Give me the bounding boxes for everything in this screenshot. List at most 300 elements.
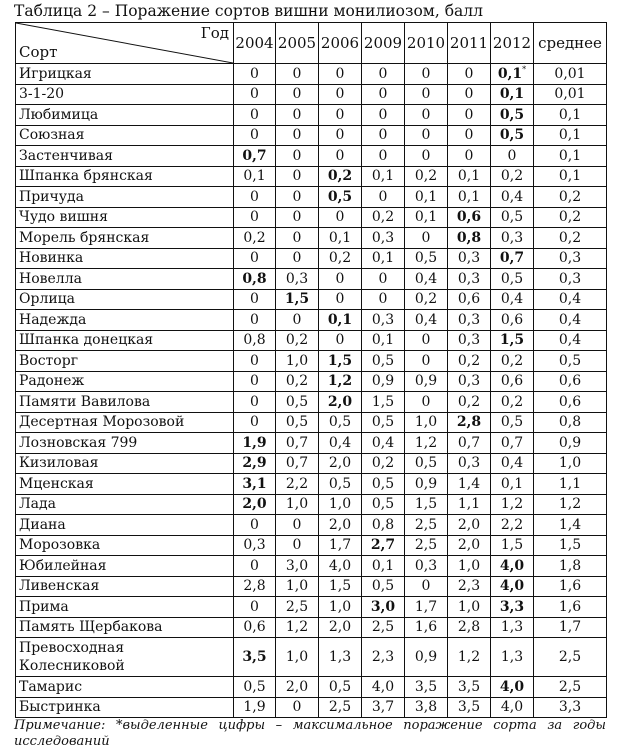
average-cell: 1,2 <box>534 494 607 515</box>
score-cell <box>491 515 534 536</box>
average-cell: 0,8 <box>534 412 607 433</box>
score-cell <box>234 697 276 718</box>
score-value: 0 <box>250 127 259 144</box>
score-value: 0 <box>250 188 259 205</box>
score-cell <box>491 597 534 618</box>
score-value: 1,5 <box>499 332 525 349</box>
average-cell: 0,2 <box>534 228 607 249</box>
score-cell <box>234 310 276 331</box>
score-cell <box>491 228 534 249</box>
score-value: 0 <box>250 516 259 533</box>
average-cell: 0,2 <box>534 207 607 228</box>
score-value: 2,5 <box>371 619 395 636</box>
score-value: 0,6 <box>500 311 524 328</box>
score-cell <box>405 64 448 85</box>
table-row <box>16 351 607 372</box>
score-value: 0 <box>378 291 388 308</box>
average-cell: 0,4 <box>534 310 607 331</box>
score-cell <box>491 105 534 126</box>
table-row <box>16 84 607 105</box>
score-cell <box>319 576 362 597</box>
score-value: 1,1 <box>457 496 481 513</box>
score-value: 0,5 <box>500 414 524 431</box>
score-cell <box>491 84 534 105</box>
score-value: 0 <box>464 147 474 164</box>
score-cell <box>362 84 405 105</box>
variety-name: Десертная Морозовой <box>16 412 234 433</box>
average-cell: 1,8 <box>534 556 607 577</box>
score-value: 1,5 <box>328 578 352 595</box>
score-cell <box>319 392 362 413</box>
score-value: 0,5 <box>285 393 309 410</box>
score-value: 0 <box>507 147 517 164</box>
score-cell <box>276 576 319 597</box>
average-cell: 0,01 <box>534 64 607 85</box>
score-cell <box>319 371 362 392</box>
score-value: 0 <box>464 106 474 123</box>
score-value: 0,3 <box>457 250 481 267</box>
average-cell: 0,1 <box>534 125 607 146</box>
score-value: 0,7 <box>499 250 525 267</box>
score-value: 0,5 <box>500 209 524 226</box>
score-cell <box>362 125 405 146</box>
score-cell <box>405 617 448 638</box>
score-value: 1,7 <box>328 537 352 554</box>
variety-name: Союзная <box>16 125 234 146</box>
score-value: 0,3 <box>414 557 438 574</box>
score-value: 0,5 <box>371 475 395 492</box>
score-value: 0 <box>335 86 345 103</box>
variety-name: Память Щербакова <box>16 617 234 638</box>
score-cell <box>491 697 534 718</box>
score-value: 0 <box>250 106 259 123</box>
score-value: 0,4 <box>371 434 395 451</box>
score-cell <box>234 535 276 556</box>
table-row <box>16 412 607 433</box>
year-header: 2011 <box>448 23 491 64</box>
score-cell <box>319 330 362 351</box>
score-value: 0 <box>378 127 388 144</box>
score-value: 0,2 <box>371 455 395 472</box>
score-cell <box>276 84 319 105</box>
score-cell <box>319 207 362 228</box>
score-value: 0,1 <box>414 209 438 226</box>
score-value: 3,5 <box>457 678 481 695</box>
score-value: 1,3 <box>500 619 524 636</box>
score-value: 4,0 <box>328 557 352 574</box>
score-value: 1,9 <box>242 434 267 451</box>
score-value: 0,1 <box>371 332 395 349</box>
score-cell <box>448 677 491 698</box>
score-cell <box>448 371 491 392</box>
score-value: 0,4 <box>328 434 352 451</box>
score-value: 0 <box>421 127 431 144</box>
average-cell: 2,5 <box>534 638 607 677</box>
score-cell <box>362 412 405 433</box>
variety-name: 3-1-20 <box>16 84 234 105</box>
score-cell <box>276 474 319 495</box>
score-cell <box>319 494 362 515</box>
average-cell: 1,1 <box>534 474 607 495</box>
variety-name: Орлица <box>16 289 234 310</box>
score-cell <box>448 494 491 515</box>
score-value: 0,7 <box>285 434 309 451</box>
score-value: 0,1 <box>243 168 266 185</box>
score-cell <box>362 494 405 515</box>
score-cell <box>276 64 319 85</box>
score-value: 3,5 <box>242 649 267 665</box>
score-cell <box>234 371 276 392</box>
score-value: 1,0 <box>328 598 352 615</box>
variety-name: Шпанка донецкая <box>16 330 234 351</box>
score-cell <box>319 597 362 618</box>
score-value: 0 <box>250 598 259 615</box>
score-cell <box>491 248 534 269</box>
score-value: 0,5 <box>327 188 353 205</box>
variety-name: Диана <box>16 515 234 536</box>
year-header: 2004 <box>234 23 276 64</box>
score-cell <box>319 515 362 536</box>
score-cell <box>276 535 319 556</box>
score-value: 0,2 <box>457 393 481 410</box>
score-value: 2,5 <box>328 699 352 716</box>
variety-name: Памяти Вавилова <box>16 392 234 413</box>
score-cell <box>491 576 534 597</box>
score-value: 0 <box>250 65 259 82</box>
score-value: 0 <box>292 127 302 144</box>
score-cell <box>448 597 491 618</box>
variety-name: Лозновская 799 <box>16 433 234 454</box>
score-cell <box>234 677 276 698</box>
score-value: 0,8 <box>243 332 266 349</box>
score-cell <box>405 412 448 433</box>
score-value: 0,6 <box>500 373 524 390</box>
score-cell <box>448 617 491 638</box>
score-cell <box>362 187 405 208</box>
score-value: 0,2 <box>500 393 524 410</box>
score-cell <box>448 125 491 146</box>
score-value: 1,4 <box>457 475 481 492</box>
score-cell <box>276 105 319 126</box>
score-cell <box>491 289 534 310</box>
score-cell <box>491 310 534 331</box>
average-header: среднее <box>534 23 607 64</box>
score-cell <box>319 248 362 269</box>
score-cell <box>234 228 276 249</box>
score-cell <box>491 412 534 433</box>
score-value: 0,4 <box>414 311 438 328</box>
score-value: 0 <box>421 332 431 349</box>
score-value: 0,3 <box>500 229 524 246</box>
score-cell <box>276 330 319 351</box>
score-cell <box>234 351 276 372</box>
score-value: 2,5 <box>285 598 309 615</box>
average-cell: 1,4 <box>534 515 607 536</box>
score-value: 3,7 <box>371 699 395 716</box>
score-cell <box>319 84 362 105</box>
year-header: 2005 <box>276 23 319 64</box>
average-cell: 0,6 <box>534 392 607 413</box>
score-value: 0,7 <box>285 455 309 472</box>
score-cell <box>319 289 362 310</box>
variety-name: Быстринка <box>16 697 234 718</box>
score-value: 0 <box>421 393 431 410</box>
score-cell <box>276 515 319 536</box>
average-cell: 0,3 <box>534 269 607 290</box>
score-cell <box>448 412 491 433</box>
score-value: 3,3 <box>499 598 525 615</box>
variety-name: Надежда <box>16 310 234 331</box>
score-value: 0,2 <box>500 352 524 369</box>
average-cell: 0,5 <box>534 351 607 372</box>
score-value: 0,4 <box>500 188 524 205</box>
year-header: 2009 <box>362 23 405 64</box>
score-cell <box>276 248 319 269</box>
variety-name: Чудо вишня <box>16 207 234 228</box>
score-value: 0,5 <box>328 475 352 492</box>
average-cell: 1,6 <box>534 576 607 597</box>
score-cell <box>362 105 405 126</box>
score-cell <box>319 535 362 556</box>
score-cell <box>491 351 534 372</box>
score-value: 0,3 <box>371 229 395 246</box>
score-value: 0 <box>250 209 259 226</box>
table-row <box>16 576 607 597</box>
score-cell <box>448 289 491 310</box>
score-cell <box>319 697 362 718</box>
score-value: 0 <box>250 86 259 103</box>
score-cell <box>491 535 534 556</box>
score-cell <box>276 494 319 515</box>
score-cell <box>319 146 362 167</box>
score-value: 0 <box>292 699 302 716</box>
average-cell: 1,7 <box>534 617 607 638</box>
average-cell: 0,3 <box>534 248 607 269</box>
score-value: 0 <box>250 557 259 574</box>
score-value: 0 <box>378 270 388 287</box>
score-value: 1,5 <box>414 496 438 513</box>
score-value: 0 <box>421 352 431 369</box>
variety-name: Превосходная Колесниковой <box>16 638 234 677</box>
score-cell <box>405 392 448 413</box>
average-cell: 3,3 <box>534 697 607 718</box>
score-value: 1,3 <box>500 649 524 665</box>
score-value: 0 <box>335 270 345 287</box>
score-cell <box>234 248 276 269</box>
score-value: 2,0 <box>457 537 481 554</box>
variety-name: Игрицкая <box>16 64 234 85</box>
score-value: 0 <box>292 168 302 185</box>
score-value: 3,1 <box>242 475 267 492</box>
score-value: 0,7 <box>457 434 481 451</box>
table-row <box>16 617 607 638</box>
score-value: 0,2 <box>243 229 266 246</box>
table-row <box>16 494 607 515</box>
score-cell <box>405 269 448 290</box>
score-cell <box>491 269 534 290</box>
score-value: 0,5 <box>499 127 525 144</box>
average-cell: 0,1 <box>534 105 607 126</box>
score-cell <box>319 617 362 638</box>
score-cell <box>448 556 491 577</box>
score-value: 0,3 <box>457 455 481 472</box>
score-cell <box>405 597 448 618</box>
score-cell <box>234 289 276 310</box>
score-value: 3,0 <box>285 557 309 574</box>
year-header: 2012 <box>491 23 534 64</box>
score-cell <box>362 617 405 638</box>
score-value: 0,5 <box>414 250 438 267</box>
score-cell <box>276 269 319 290</box>
score-value: 0,1 <box>500 475 524 492</box>
score-value: 0,7 <box>242 147 267 164</box>
score-value: 0 <box>378 188 388 205</box>
table-row <box>16 638 607 677</box>
table-row <box>16 289 607 310</box>
score-value: 3,5 <box>414 678 438 695</box>
score-value: 4,0 <box>371 678 395 695</box>
score-cell <box>319 269 362 290</box>
variety-name: Прима <box>16 597 234 618</box>
score-value: 1,9 <box>243 699 266 716</box>
score-cell <box>234 269 276 290</box>
score-value: 0 <box>250 291 259 308</box>
score-cell <box>405 535 448 556</box>
score-value: 1,2 <box>327 373 353 390</box>
score-value: 0 <box>292 516 302 533</box>
score-cell <box>276 638 319 677</box>
score-cell <box>405 187 448 208</box>
score-value: 2,5 <box>414 516 438 533</box>
score-cell <box>234 187 276 208</box>
score-cell <box>405 330 448 351</box>
score-value: 1,2 <box>457 649 481 665</box>
score-cell <box>234 207 276 228</box>
score-cell <box>319 351 362 372</box>
table-row <box>16 474 607 495</box>
score-cell <box>491 125 534 146</box>
variety-name: Лада <box>16 494 234 515</box>
score-cell <box>362 453 405 474</box>
score-cell <box>276 677 319 698</box>
score-cell <box>362 392 405 413</box>
score-cell <box>362 515 405 536</box>
score-cell <box>491 433 534 454</box>
score-cell <box>405 228 448 249</box>
score-cell <box>405 248 448 269</box>
score-value: 0,2 <box>285 373 309 390</box>
score-value: 0 <box>464 86 474 103</box>
score-value: 0,4 <box>414 270 438 287</box>
score-cell <box>405 105 448 126</box>
score-value: 2,0 <box>285 678 309 695</box>
score-value: 0,1 <box>328 229 352 246</box>
score-cell <box>448 453 491 474</box>
score-cell <box>362 146 405 167</box>
score-value: 0,1 <box>371 250 395 267</box>
score-value: 0,9 <box>371 373 395 390</box>
score-cell <box>448 351 491 372</box>
score-value: 0,5 <box>285 414 309 431</box>
score-cell <box>234 146 276 167</box>
score-cell <box>448 207 491 228</box>
score-cell <box>448 330 491 351</box>
variety-name: Тамарис <box>16 677 234 698</box>
score-value: 0,9 <box>414 373 438 390</box>
score-cell <box>319 453 362 474</box>
score-value: 0 <box>250 311 259 328</box>
score-cell <box>448 146 491 167</box>
score-cell <box>276 351 319 372</box>
score-value: 2,5 <box>414 537 438 554</box>
score-cell <box>276 289 319 310</box>
score-value: 2,9 <box>242 455 267 472</box>
score-value: 0,5 <box>371 578 395 595</box>
score-value: 0 <box>292 147 302 164</box>
table-body <box>16 64 607 718</box>
score-cell <box>405 494 448 515</box>
average-cell: 2,5 <box>534 677 607 698</box>
score-value: 0,3 <box>243 537 266 554</box>
score-cell <box>448 187 491 208</box>
score-value: 0 <box>292 188 302 205</box>
score-value: 0,7 <box>500 434 524 451</box>
variety-name: Радонеж <box>16 371 234 392</box>
score-value: 1,5 <box>500 537 524 554</box>
average-cell: 0,1 <box>534 166 607 187</box>
table-row <box>16 64 607 85</box>
score-value: 0 <box>292 311 302 328</box>
average-cell: 0,1 <box>534 146 607 167</box>
score-value: 3,5 <box>457 699 481 716</box>
score-cell <box>276 310 319 331</box>
score-cell <box>362 474 405 495</box>
score-cell <box>234 125 276 146</box>
score-cell <box>362 433 405 454</box>
score-value: 1,5 <box>327 352 353 369</box>
score-cell <box>276 453 319 474</box>
score-value: 0 <box>378 86 388 103</box>
score-value: 0,3 <box>285 270 309 287</box>
score-value: 2,0 <box>328 516 352 533</box>
score-cell <box>234 597 276 618</box>
score-value: 0,5 <box>499 106 525 123</box>
score-cell <box>448 105 491 126</box>
score-value: 0 <box>292 65 302 82</box>
table-row <box>16 207 607 228</box>
score-value: 0 <box>292 229 302 246</box>
table-row <box>16 330 607 351</box>
score-cell <box>234 84 276 105</box>
score-value: 0,1 <box>497 65 523 82</box>
score-value: 4,0 <box>499 678 525 695</box>
score-cell <box>405 125 448 146</box>
score-cell <box>448 84 491 105</box>
score-value: 2,0 <box>457 516 481 533</box>
score-value: 0,5 <box>500 270 524 287</box>
score-cell <box>491 166 534 187</box>
table-row <box>16 515 607 536</box>
table-row <box>16 310 607 331</box>
score-value: 0 <box>292 209 302 226</box>
score-value: 0,1 <box>457 188 481 205</box>
average-cell: 0,4 <box>534 330 607 351</box>
score-value: 0,6 <box>457 291 481 308</box>
score-cell <box>276 187 319 208</box>
variety-name: Причуда <box>16 187 234 208</box>
score-cell <box>234 166 276 187</box>
variety-name: Новинка <box>16 248 234 269</box>
